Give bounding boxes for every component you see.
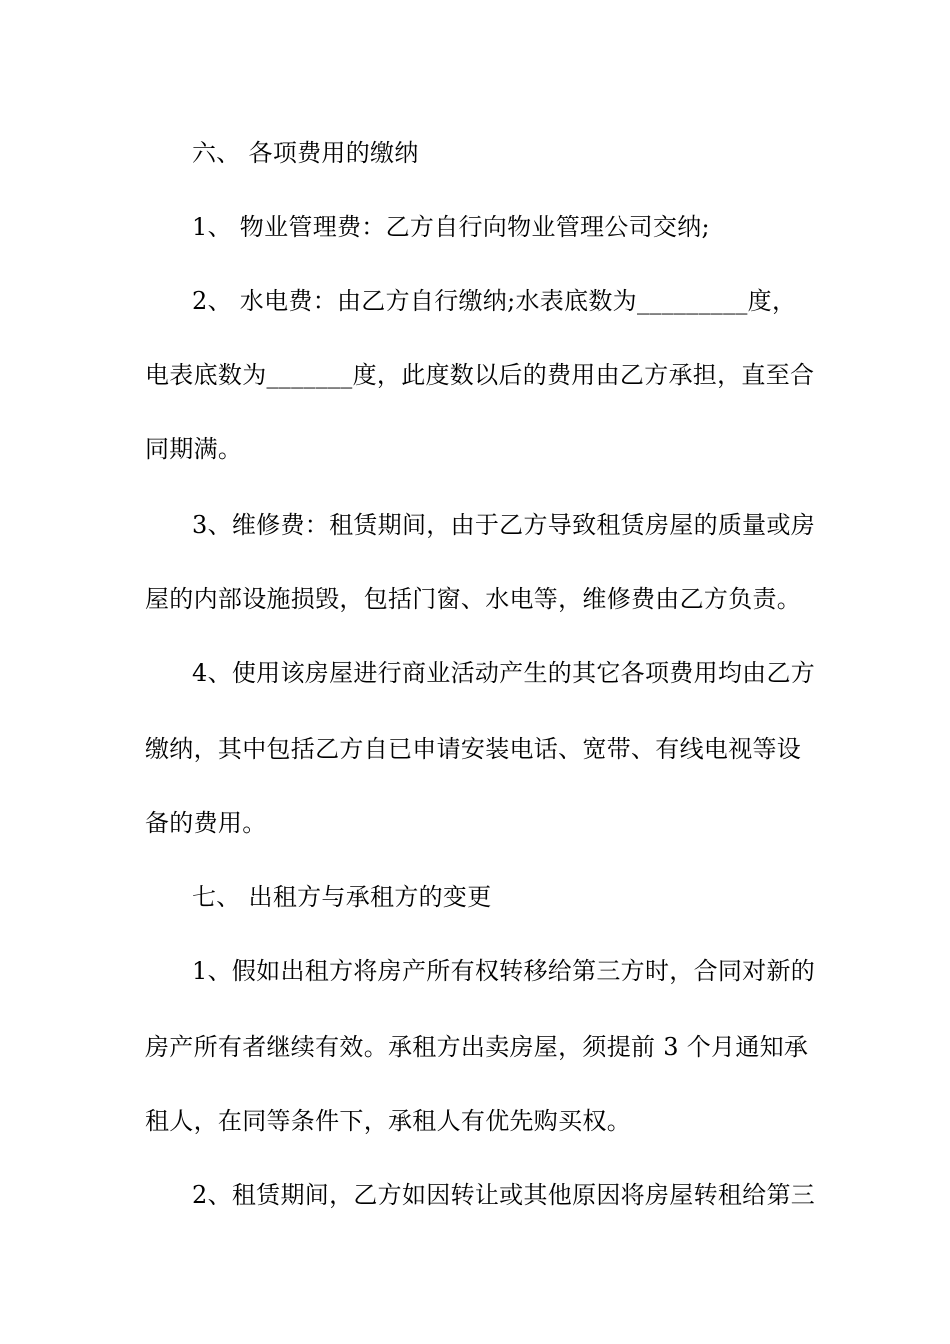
- paragraph-line: 1、假如出租方将房产所有权转移给第三方时，合同对新的: [192, 957, 816, 985]
- paragraph-line: 1、 物业管理费：乙方自行向物业管理公司交纳;: [192, 213, 710, 241]
- paragraph-line: 屋的内部设施损毁，包括门窗、水电等，维修费由乙方负责。: [145, 585, 802, 613]
- paragraph-line: 2、租赁期间，乙方如因转让或其他原因将房屋转租给第三: [192, 1181, 816, 1209]
- section-heading-party-change: 七、 出租方与承租方的变更: [192, 883, 492, 911]
- paragraph-line: 房产所有者继续有效。承租方出卖房屋，须提前 3 个月通知承: [145, 1033, 809, 1061]
- paragraph-line: 电表底数为_______度，此度数以后的费用由乙方承担，直至合: [145, 361, 815, 389]
- paragraph-line: 4、使用该房屋进行商业活动产生的其它各项费用均由乙方: [192, 659, 816, 687]
- section-heading-fees: 六、 各项费用的缴纳: [192, 139, 419, 167]
- paragraph-line: 同期满。: [145, 435, 243, 463]
- paragraph-line: 2、 水电费：由乙方自行缴纳;水表底数为_________度，: [192, 287, 797, 315]
- paragraph-line: 备的费用。: [145, 809, 267, 837]
- paragraph-line: 缴纳，其中包括乙方自已申请安装电话、宽带、有线电视等设: [145, 735, 802, 763]
- paragraph-line: 3、维修费：租赁期间，由于乙方导致租赁房屋的质量或房: [192, 511, 816, 539]
- paragraph-line: 租人，在同等条件下，承租人有优先购买权。: [145, 1107, 631, 1135]
